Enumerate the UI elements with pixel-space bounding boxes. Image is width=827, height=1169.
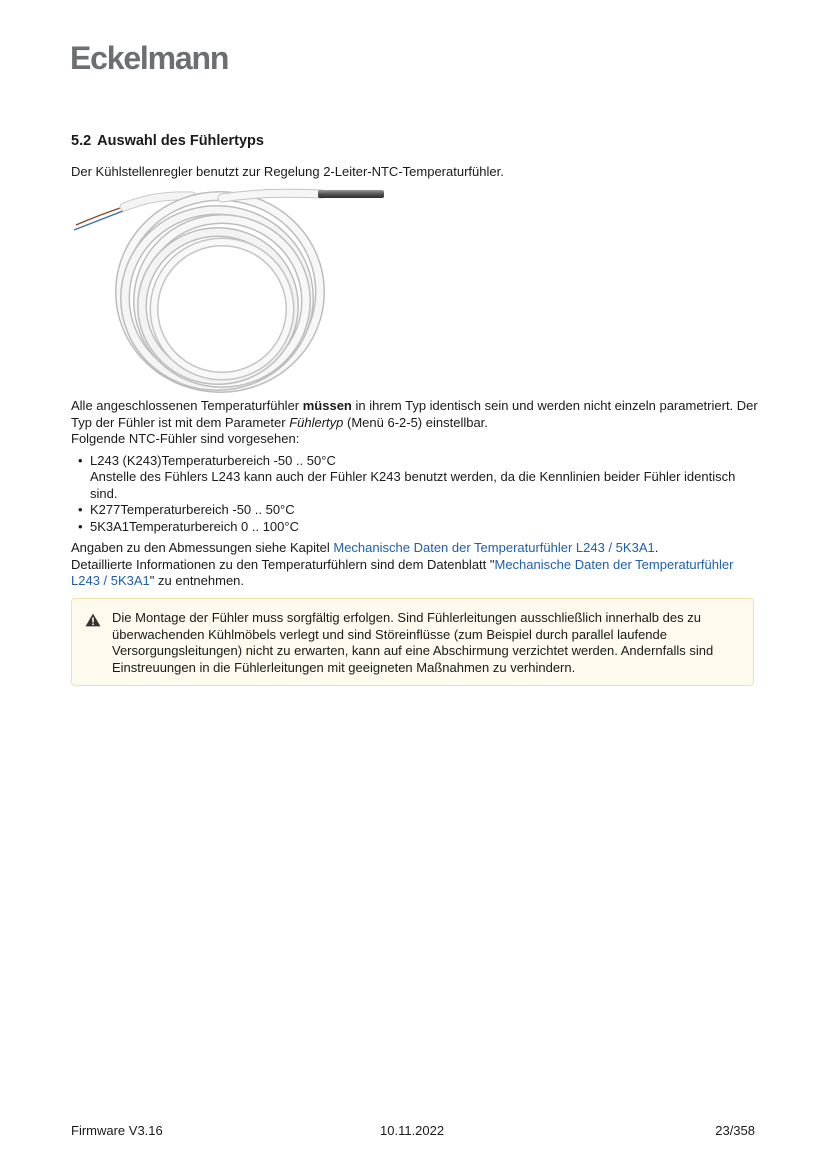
text-segment: . bbox=[654, 540, 659, 555]
paragraph-sensor-types bbox=[71, 398, 761, 431]
bullet: • bbox=[78, 452, 83, 468]
warning-triangle-icon bbox=[85, 613, 101, 627]
datasheet-link[interactable]: Mechanische Daten der Temperaturfühler L243 / 5K3A1 bbox=[71, 556, 734, 588]
text-segment: Alle angeschlossenen Temperaturfühler bbox=[71, 398, 303, 413]
footer-date: 10.11.2022 bbox=[380, 1123, 445, 1138]
parameter-name: Fühlertyp bbox=[289, 414, 344, 430]
warning-box bbox=[71, 598, 754, 686]
list-item-title: 5K3A1Temperaturbereich 0 .. 100°C bbox=[90, 518, 299, 534]
sensor-cable-image bbox=[72, 188, 392, 400]
text-segment: Detaillierte Informationen zu den Temperaturfühlern sind dem Datenblatt " bbox=[71, 556, 495, 572]
list-item-note: Anstelle des Fühlers L243 kann auch der Fühler K243 benutzt werden, da die Kennlinien beider Fühler identisch sind. bbox=[90, 469, 736, 501]
section-number: 5.2 bbox=[71, 133, 92, 149]
list-item bbox=[78, 453, 761, 503]
company-logo: Eckelmann bbox=[70, 40, 229, 76]
warning-text: Die Montage der Fühler muss sorgfältig erfolgen. Sind Fühlerleitungen ausschließlich innerhalb des zu überwachenden Kühlmöbels verlegt und sind Störeinflüsse (zum Beispiel durch parallel laufende Versorgungsleitungen) nicht zu erwarten, kann auf eine Abschirmung verzichtet werden. Andernfalls sind Einstreuungen in die Fühlerleitungen mit geeigneten Maßnahmen zu verhindern. bbox=[112, 610, 714, 675]
bullet: • bbox=[78, 518, 83, 534]
text-segment: " zu entnehmen. bbox=[149, 573, 245, 588]
emphasis-text: müssen bbox=[302, 398, 352, 413]
list-item bbox=[78, 519, 761, 536]
intro-text: Der Kühlstellenregler benutzt zur Regelung 2-Leiter-NTC-Temperaturfühler. bbox=[71, 164, 504, 179]
text-segment: (Menü 6-2-5) einstellbar. bbox=[343, 414, 488, 430]
bullet: • bbox=[78, 502, 83, 517]
paragraph-dimensions bbox=[71, 540, 761, 557]
paragraph-list-intro: Folgende NTC-Fühler sind vorgesehen: bbox=[71, 431, 300, 446]
text-segment: Angaben zu den Abmessungen siehe Kapitel bbox=[71, 540, 334, 555]
list-item-title: L243 (K243)Temperaturbereich -50 .. 50°C bbox=[90, 452, 336, 468]
text-segment: in ihrem Typ identisch sein und werden nicht einzeln parametriert. Der Typ der Fühler ist mit dem Parameter bbox=[71, 398, 758, 430]
footer-firmware: Firmware V3.16 bbox=[71, 1123, 163, 1138]
section-heading bbox=[71, 133, 264, 149]
list-item-title: K277Temperaturbereich -50 .. 50°C bbox=[90, 502, 295, 517]
section-title: Auswahl des Fühlertyps bbox=[97, 133, 264, 149]
body-text bbox=[71, 398, 761, 590]
list-item bbox=[78, 502, 761, 519]
mechanical-data-link[interactable]: Mechanische Daten der Temperaturfühler L243 / 5K3A1 bbox=[333, 540, 655, 555]
footer-page-number: 23/358 bbox=[715, 1123, 755, 1138]
paragraph-datasheet bbox=[71, 557, 761, 590]
ntc-sensor-illustration bbox=[72, 188, 392, 400]
sensor-list bbox=[71, 453, 761, 536]
